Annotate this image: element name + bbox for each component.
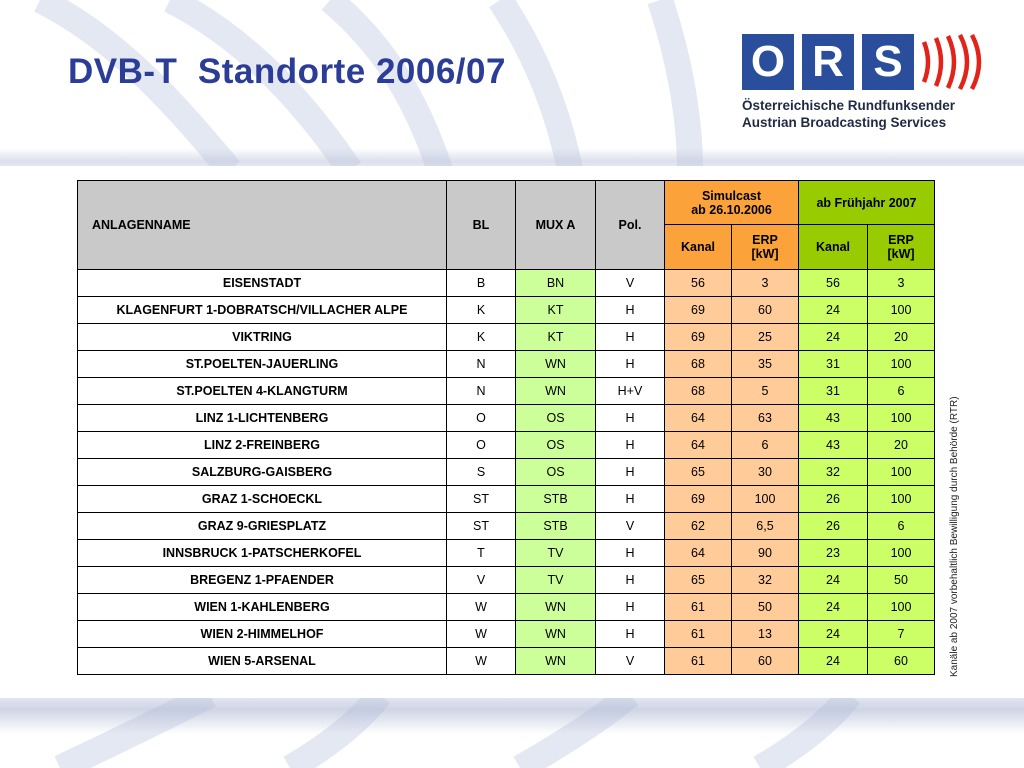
cell-kanal-2007: 26 (799, 513, 868, 540)
table-row (78, 567, 935, 594)
cell-kanal-simulcast: 64 (665, 540, 732, 567)
logo-letter-o: O (742, 34, 794, 90)
cell-kanal-simulcast: 56 (665, 270, 732, 297)
cell-kanal-simulcast: 65 (665, 567, 732, 594)
broadcast-waves-icon (918, 34, 984, 90)
cell-name: SALZBURG-GAISBERG (78, 459, 447, 486)
cell-name: LINZ 1-LICHTENBERG (78, 405, 447, 432)
column-header-kanal-simulcast: Kanal (665, 225, 732, 270)
column-header-pol: Pol. (596, 181, 665, 270)
cell-mux: WN (516, 621, 596, 648)
footnote-vertical: Kanäle ab 2007 vorbehaltlich Bewilligung durch Behörde (RTR) (949, 396, 960, 677)
logo-letters (742, 34, 914, 90)
cell-erp-simulcast: 90 (732, 540, 799, 567)
cell-kanal-simulcast: 68 (665, 351, 732, 378)
cell-name: WIEN 1-KAHLENBERG (78, 594, 447, 621)
cell-erp-2007: 100 (868, 459, 935, 486)
cell-kanal-simulcast: 61 (665, 621, 732, 648)
cell-name: KLAGENFURT 1-DOBRATSCH/VILLACHER ALPE (78, 297, 447, 324)
ors-logo (742, 34, 992, 134)
cell-kanal-simulcast: 61 (665, 648, 732, 675)
table-row (78, 324, 935, 351)
cell-erp-simulcast: 5 (732, 378, 799, 405)
cell-erp-2007: 100 (868, 405, 935, 432)
cell-kanal-simulcast: 64 (665, 432, 732, 459)
cell-pol: V (596, 270, 665, 297)
cell-erp-simulcast: 50 (732, 594, 799, 621)
cell-mux: KT (516, 297, 596, 324)
cell-kanal-2007: 24 (799, 324, 868, 351)
cell-kanal-2007: 24 (799, 648, 868, 675)
cell-mux: OS (516, 432, 596, 459)
cell-kanal-simulcast: 69 (665, 486, 732, 513)
cell-bl: N (447, 378, 516, 405)
cell-name: WIEN 2-HIMMELHOF (78, 621, 447, 648)
cell-erp-simulcast: 25 (732, 324, 799, 351)
logo-tagline-english: Austrian Broadcasting Services (742, 115, 947, 130)
cell-bl: ST (447, 513, 516, 540)
cell-pol: H (596, 459, 665, 486)
cell-name: ST.POELTEN 4-KLANGTURM (78, 378, 447, 405)
cell-mux: KT (516, 324, 596, 351)
page-title: DVB-T Standorte 2006/07 (68, 52, 506, 91)
column-header-name: ANLAGENNAME (78, 181, 447, 270)
cell-erp-2007: 100 (868, 297, 935, 324)
cell-kanal-2007: 23 (799, 540, 868, 567)
cell-erp-simulcast: 30 (732, 459, 799, 486)
cell-kanal-simulcast: 62 (665, 513, 732, 540)
cell-erp-simulcast: 6,5 (732, 513, 799, 540)
logo-letter-r: R (802, 34, 854, 90)
cell-erp-2007: 100 (868, 351, 935, 378)
table-row (78, 405, 935, 432)
cell-kanal-2007: 43 (799, 432, 868, 459)
cell-kanal-simulcast: 69 (665, 297, 732, 324)
cell-kanal-simulcast: 61 (665, 594, 732, 621)
cell-bl: O (447, 432, 516, 459)
cell-bl: O (447, 405, 516, 432)
cell-name: LINZ 2-FREINBERG (78, 432, 447, 459)
cell-pol: H (596, 351, 665, 378)
cell-erp-simulcast: 6 (732, 432, 799, 459)
cell-bl: K (447, 297, 516, 324)
column-header-kanal-2007: Kanal (799, 225, 868, 270)
simulcast-label: Simulcast (701, 188, 762, 203)
erp-unit: [kW] (887, 247, 915, 261)
cell-erp-simulcast: 60 (732, 297, 799, 324)
cell-erp-simulcast: 60 (732, 648, 799, 675)
erp-unit: [kW] (751, 247, 779, 261)
cell-pol: H (596, 567, 665, 594)
cell-mux: BN (516, 270, 596, 297)
cell-erp-2007: 100 (868, 486, 935, 513)
cell-pol: H (596, 432, 665, 459)
cell-pol: H+V (596, 378, 665, 405)
cell-pol: H (596, 594, 665, 621)
table-body (78, 270, 935, 675)
logo-letter-s: S (862, 34, 914, 90)
cell-name: GRAZ 1-SCHOECKL (78, 486, 447, 513)
cell-name: EISENSTADT (78, 270, 447, 297)
simulcast-date: ab 26.10.2006 (691, 202, 772, 217)
transmitter-sites-table (77, 180, 935, 675)
table-row (78, 459, 935, 486)
column-group-spring-2007: ab Frühjahr 2007 (799, 181, 935, 225)
cell-kanal-2007: 24 (799, 594, 868, 621)
cell-name: BREGENZ 1-PFAENDER (78, 567, 447, 594)
cell-erp-simulcast: 100 (732, 486, 799, 513)
cell-mux: WN (516, 648, 596, 675)
cell-erp-simulcast: 35 (732, 351, 799, 378)
cell-pol: H (596, 540, 665, 567)
cell-bl: T (447, 540, 516, 567)
column-group-simulcast (665, 181, 799, 225)
cell-bl: W (447, 594, 516, 621)
cell-bl: W (447, 648, 516, 675)
cell-mux: TV (516, 540, 596, 567)
cell-kanal-2007: 24 (799, 567, 868, 594)
table-row (78, 621, 935, 648)
cell-name: INNSBRUCK 1-PATSCHERKOFEL (78, 540, 447, 567)
table-row (78, 378, 935, 405)
cell-kanal-simulcast: 68 (665, 378, 732, 405)
cell-kanal-2007: 31 (799, 378, 868, 405)
cell-bl: W (447, 621, 516, 648)
column-header-mux: MUX A (516, 181, 596, 270)
cell-mux: OS (516, 459, 596, 486)
cell-erp-2007: 7 (868, 621, 935, 648)
cell-kanal-2007: 31 (799, 351, 868, 378)
cell-erp-2007: 50 (868, 567, 935, 594)
cell-erp-simulcast: 3 (732, 270, 799, 297)
cell-bl: N (447, 351, 516, 378)
table-row (78, 270, 935, 297)
cell-name: GRAZ 9-GRIESPLATZ (78, 513, 447, 540)
cell-erp-2007: 6 (868, 378, 935, 405)
column-header-bl: BL (447, 181, 516, 270)
cell-mux: TV (516, 567, 596, 594)
cell-kanal-simulcast: 64 (665, 405, 732, 432)
table-row (78, 432, 935, 459)
cell-name: ST.POELTEN-JAUERLING (78, 351, 447, 378)
cell-mux: WN (516, 594, 596, 621)
cell-bl: ST (447, 486, 516, 513)
table-row (78, 513, 935, 540)
table-row (78, 351, 935, 378)
cell-erp-2007: 60 (868, 648, 935, 675)
cell-bl: V (447, 567, 516, 594)
cell-kanal-2007: 24 (799, 297, 868, 324)
cell-name: WIEN 5-ARSENAL (78, 648, 447, 675)
cell-mux: WN (516, 378, 596, 405)
column-header-erp-simulcast (732, 225, 799, 270)
logo-tagline-german: Österreichische Rundfunksender (742, 98, 956, 113)
cell-pol: H (596, 297, 665, 324)
cell-pol: H (596, 621, 665, 648)
cell-mux: STB (516, 486, 596, 513)
cell-kanal-2007: 43 (799, 405, 868, 432)
cell-pol: H (596, 486, 665, 513)
cell-kanal-2007: 26 (799, 486, 868, 513)
erp-label: ERP (888, 233, 914, 247)
cell-kanal-simulcast: 69 (665, 324, 732, 351)
cell-kanal-2007: 32 (799, 459, 868, 486)
cell-erp-simulcast: 13 (732, 621, 799, 648)
cell-pol: H (596, 324, 665, 351)
cell-pol: V (596, 648, 665, 675)
cell-pol: H (596, 405, 665, 432)
cell-erp-2007: 3 (868, 270, 935, 297)
cell-erp-2007: 100 (868, 594, 935, 621)
cell-erp-2007: 6 (868, 513, 935, 540)
cell-bl: B (447, 270, 516, 297)
column-header-erp-2007 (868, 225, 935, 270)
cell-kanal-simulcast: 65 (665, 459, 732, 486)
table-row (78, 594, 935, 621)
cell-bl: S (447, 459, 516, 486)
cell-name: VIKTRING (78, 324, 447, 351)
cell-erp-2007: 20 (868, 432, 935, 459)
cell-pol: V (596, 513, 665, 540)
cell-erp-2007: 100 (868, 540, 935, 567)
erp-label: ERP (752, 233, 778, 247)
cell-mux: WN (516, 351, 596, 378)
table-row (78, 486, 935, 513)
cell-kanal-2007: 24 (799, 621, 868, 648)
table-row (78, 648, 935, 675)
cell-bl: K (447, 324, 516, 351)
cell-mux: OS (516, 405, 596, 432)
cell-erp-simulcast: 63 (732, 405, 799, 432)
table-row (78, 297, 935, 324)
table-row (78, 540, 935, 567)
cell-kanal-2007: 56 (799, 270, 868, 297)
cell-erp-simulcast: 32 (732, 567, 799, 594)
cell-mux: STB (516, 513, 596, 540)
cell-erp-2007: 20 (868, 324, 935, 351)
